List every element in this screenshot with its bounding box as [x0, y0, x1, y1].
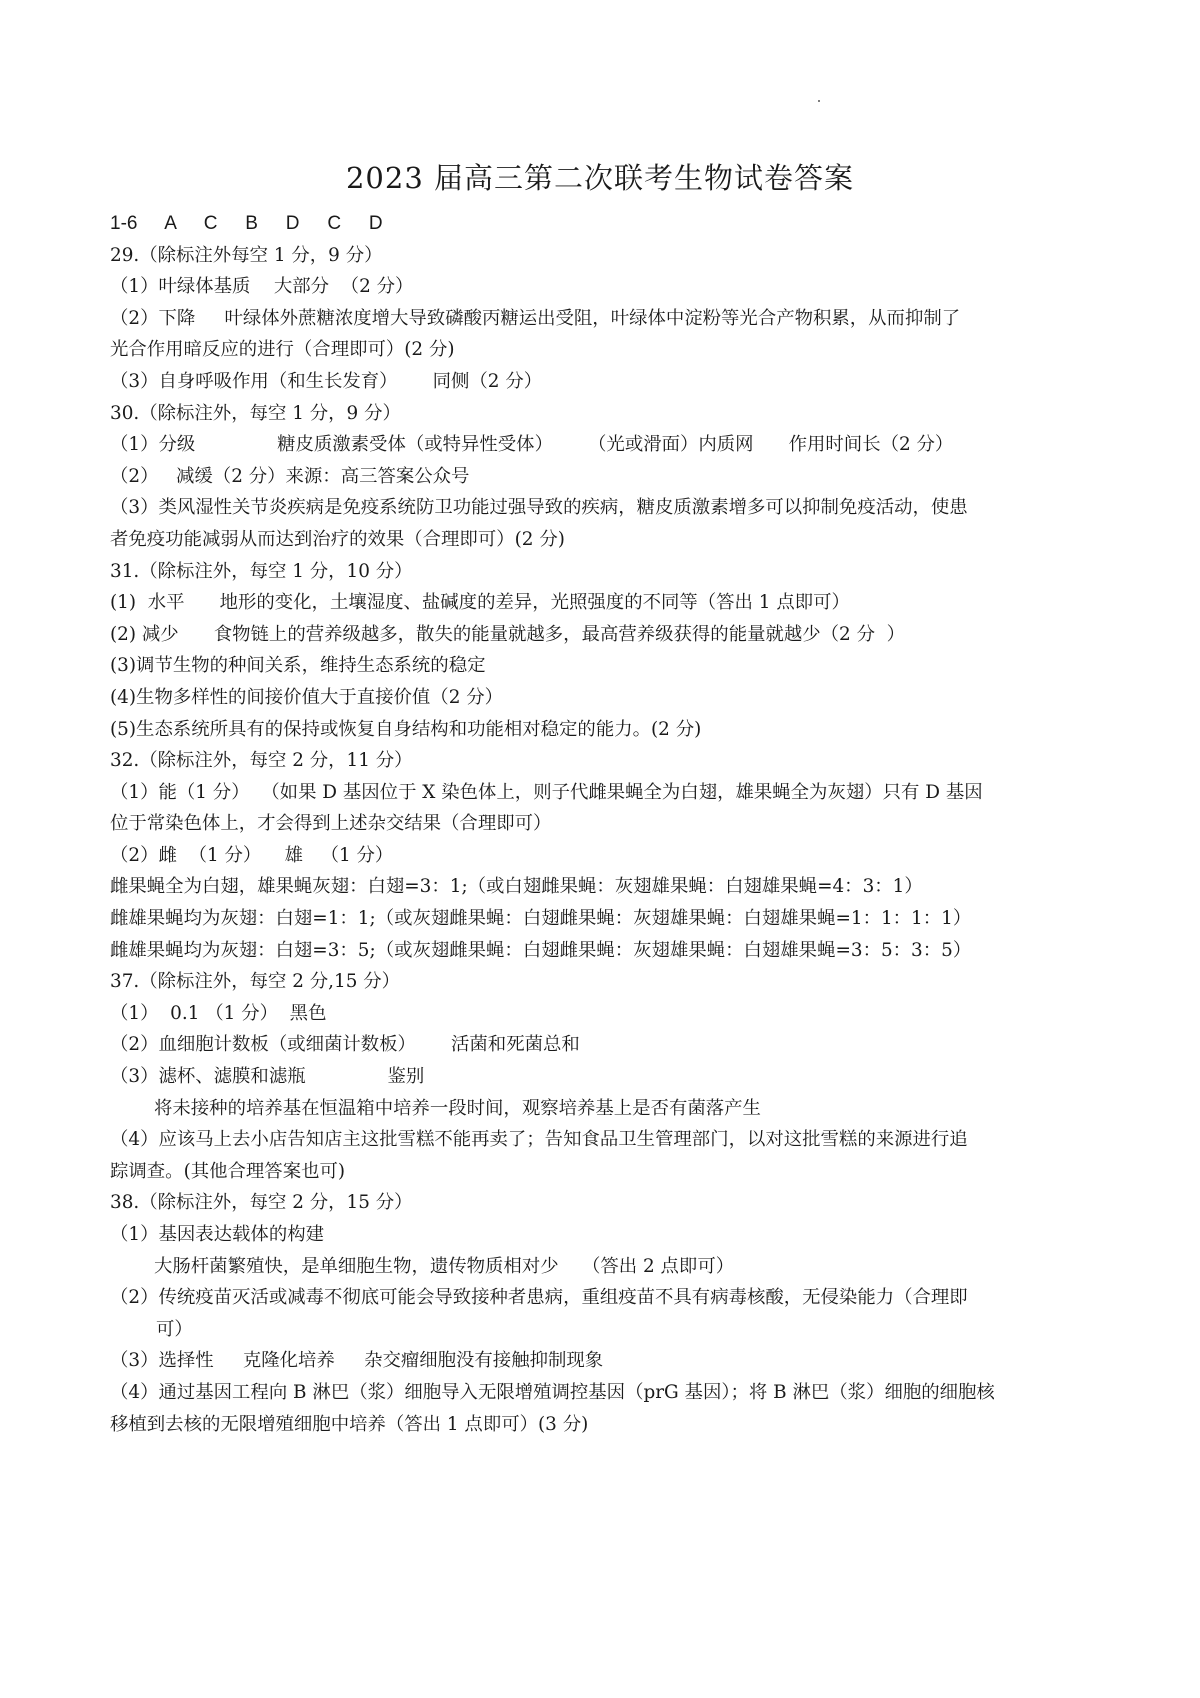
q32-ratio-line-1: 雌果蝇全为白翅，雄果蝇灰翅：白翅=3：1;（或白翅雌果蝇：灰翅雄果蝇：白翅雄果蝇=4：3：1）	[110, 876, 923, 898]
q38-answer-4: （4）通过基因工程向 B 淋巴（浆）细胞导入无限增殖调控基因（prG 基因）；将 B 淋巴（浆）细胞的细胞核	[110, 1381, 995, 1403]
q31-answer-2: (2) 减少 食物链上的营养级越多，散失的能量就越多，最高营养级获得的能量就越少（2 分 ）	[110, 623, 906, 645]
q29-answer-1: （1）叶绿体基质 大部分 （2 分）	[110, 276, 414, 298]
q30-header: 30.（除标注外，每空 1 分，9 分）	[110, 402, 401, 424]
mc-answers-line: 1-6 A C B D C D	[110, 213, 383, 234]
scan-speck	[818, 100, 820, 102]
q29-answer-2-cont: 光合作用暗反应的进行（合理即可）(2 分)	[110, 339, 455, 361]
q37-answer-1: （1） 0.1 （1 分） 黑色	[110, 1002, 327, 1024]
q31-answer-3: (3)调节生物的种间关系，维持生态系统的稳定	[110, 655, 486, 677]
q37-header: 37.（除标注外，每空 2 分,15 分）	[110, 971, 401, 993]
q32-ratio-line-3: 雌雄果蝇均为灰翅：白翅=3：5;（或灰翅雌果蝇：白翅雌果蝇：灰翅雄果蝇：白翅雄果蝇=3：5：3：5）	[110, 939, 972, 961]
q30-answer-3: （3）类风湿性关节炎疾病是免疫系统防卫功能过强导致的疾病，糖皮质激素增多可以抑制免疫活动，使患	[110, 497, 968, 519]
q30-answer-1: （1）分级 糖皮质激素受体（或特异性受体） （光或滑面）内质网 作用时间长（2 分）	[110, 434, 954, 456]
q38-answer-1-cont: 大肠杆菌繁殖快，是单细胞生物，遗传物质相对少 （答出 2 点即可）	[154, 1255, 735, 1277]
q31-answer-1: (1) 水平 地形的变化，土壤湿度、盐碱度的差异，光照强度的不同等（答出 1 点即可）	[110, 592, 850, 614]
q38-answer-2: （2）传统疫苗灭活或减毒不彻底可能会导致接种者患病，重组疫苗不具有病毒核酸，无侵染能力（合理即	[110, 1287, 968, 1309]
q32-answer-2: （2）雌 （1 分） 雄 （1 分）	[110, 844, 394, 866]
q38-answer-3: （3）选择性 克隆化培养 杂交瘤细胞没有接触抑制现象	[110, 1350, 604, 1372]
q29-answer-2: （2）下降 叶绿体外蔗糖浓度增大导致磷酸丙糖运出受阻，叶绿体中淀粉等光合产物积累，从而抑制了	[110, 307, 961, 329]
q30-answer-3-cont: 者免疫功能减弱从而达到治疗的效果（合理即可）(2 分)	[110, 528, 565, 550]
q32-ratio-line-2: 雌雄果蝇均为灰翅：白翅=1：1;（或灰翅雌果蝇：白翅雌果蝇：灰翅雄果蝇：白翅雄果蝇=1：1：1：1）	[110, 908, 972, 930]
q29-header: 29.（除标注外每空 1 分，9 分）	[110, 244, 383, 266]
q32-answer-1-cont: 位于常染色体上，才会得到上述杂交结果（合理即可）	[110, 813, 552, 835]
q38-answer-2-cont: 可）	[156, 1318, 193, 1340]
q32-answer-1: （1）能（1 分） （如果 D 基因位于 X 染色体上，则子代雌果蝇全为白翅，雄果蝇全为灰翅）只有 D 基因	[110, 781, 983, 803]
q37-answer-3: （3）滤杯、滤膜和滤瓶 鉴别	[110, 1066, 425, 1088]
q32-header: 32.（除标注外，每空 2 分，11 分）	[110, 750, 413, 772]
q30-answer-2: （2） 减缓（2 分）来源：高三答案公众号	[110, 465, 470, 487]
q31-answer-4: (4)生物多样性的间接价值大于直接价值（2 分）	[110, 686, 504, 708]
q38-answer-4-cont: 移植到去核的无限增殖细胞中培养（答出 1 点即可）(3 分)	[110, 1413, 589, 1435]
page-title: 2023 届高三第二次联考生物试卷答案	[345, 161, 855, 195]
q38-header: 38.（除标注外，每空 2 分，15 分）	[110, 1192, 413, 1214]
q37-answer-4: （4）应该马上去小店告知店主这批雪糕不能再卖了；告知食品卫生管理部门，以对这批雪糕的来源进行追	[110, 1129, 968, 1151]
q38-answer-1: （1）基因表达载体的构建	[110, 1224, 324, 1245]
q31-header: 31.（除标注外，每空 1 分，10 分）	[110, 560, 413, 582]
q37-answer-2: （2）血细胞计数板（或细菌计数板） 活菌和死菌总和	[110, 1034, 580, 1056]
q31-answer-5: (5)生态系统所具有的保持或恢复自身结构和功能相对稳定的能力。(2 分)	[110, 718, 702, 740]
q29-answer-3: （3）自身呼吸作用（和生长发育） 同侧（2 分）	[110, 370, 543, 392]
answer-body	[110, 208, 1110, 1440]
q37-answer-3-cont: 将未接种的培养基在恒温箱中培养一段时间，观察培养基上是否有菌落产生	[154, 1097, 761, 1119]
q37-answer-4-cont: 踪调查。(其他合理答案也可)	[110, 1160, 346, 1182]
